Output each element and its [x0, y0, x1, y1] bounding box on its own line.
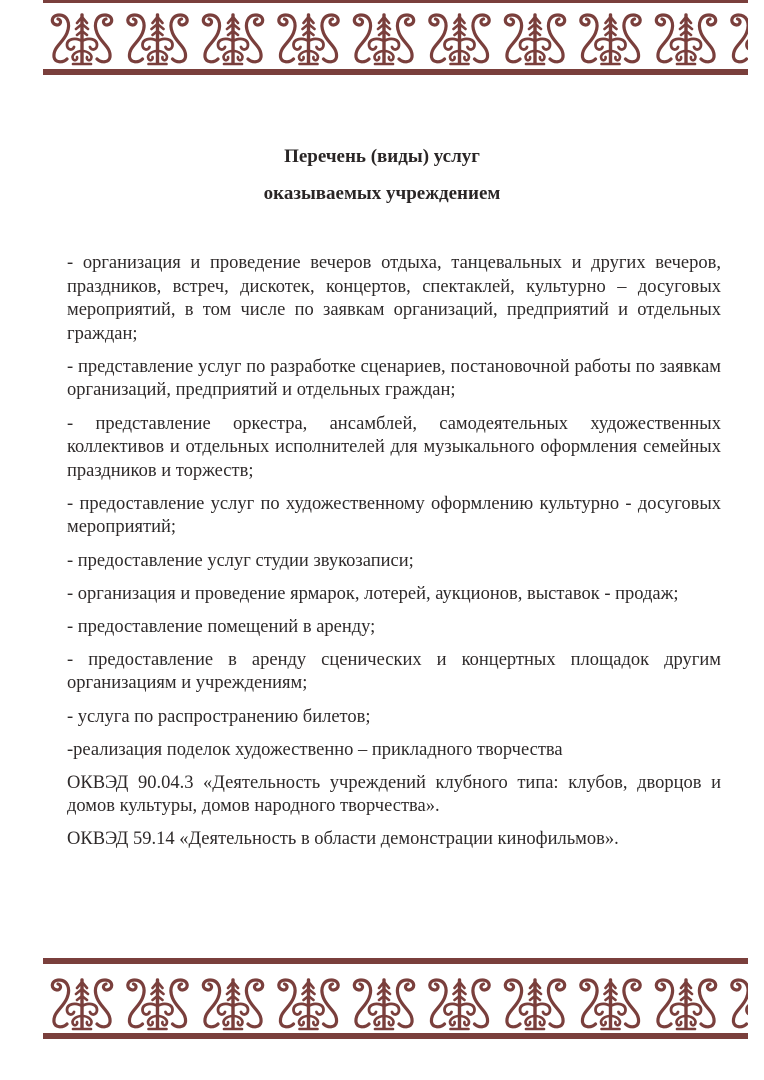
ornament-motif	[128, 980, 187, 1029]
list-item: - предоставление помещений в аренду;	[67, 616, 376, 637]
okved-code-paragraph: ОКВЭД 90.04.3 «Деятельность учреждений клубного типа: клубов, дворцов и домов культуры, домов народного творчества».	[67, 772, 721, 817]
list-item: - предоставление в аренду сценических и концертных площадок другим организациям и учреждениям;	[67, 649, 721, 694]
scroll-ornament-icon	[43, 972, 748, 1032]
border-rule	[43, 69, 748, 75]
border-rule	[43, 1033, 748, 1039]
ornament-motif	[430, 980, 489, 1029]
scroll-ornament-icon	[43, 7, 748, 67]
ornament-motif	[732, 15, 748, 64]
ornament-motif	[581, 15, 640, 64]
list-item: - организация и проведение ярмарок, лотерей, аукционов, выставок - продаж;	[67, 583, 679, 604]
document-subtitle: оказываемых учреждением	[263, 183, 501, 204]
ornament-motif	[581, 980, 640, 1029]
ornament-motif	[354, 15, 413, 64]
list-item: - предоставление услуг по художественному оформлению культурно - досуговых мероприятий;	[67, 493, 721, 538]
ornament-motif	[203, 15, 262, 64]
ornament-motif	[505, 980, 564, 1029]
ornament-motif	[279, 980, 338, 1029]
list-item: -реализация поделок художественно – прикладного творчества	[67, 739, 563, 760]
border-rule	[43, 958, 748, 964]
list-item: - представление оркестра, ансамблей, самодеятельных художественных коллективов и отдельных исполнителей для музыкального оформления семейных праздников и торжеств;	[67, 413, 721, 481]
list-item: - представление услуг по разработке сценариев, постановочной работы по заявкам организаций, предприятий и отдельных граждан;	[67, 356, 721, 401]
top-ornament-border	[43, 0, 748, 78]
ornament-motif	[656, 15, 715, 64]
ornament-motif	[354, 980, 413, 1029]
list-item: - организация и проведение вечеров отдыха, танцевальных и других вечеров, праздников, встреч, дискотек, концертов, спектаклей, культурно – досуговых мероприятий, в том числе по заявкам организаций, предприятий и отдельных граждан;	[67, 253, 721, 344]
ornament-motif	[52, 980, 111, 1029]
ornament-motif	[279, 15, 338, 64]
ornament-motif	[505, 15, 564, 64]
ornament-motif	[430, 15, 489, 64]
document-title: Перечень (виды) услуг	[284, 146, 480, 167]
bottom-ornament-border	[43, 955, 748, 1041]
ornament-motif	[203, 980, 262, 1029]
ornament-motif	[52, 15, 111, 64]
list-item: - услуга по распространению билетов;	[67, 706, 371, 727]
okved-code-paragraph: ОКВЭД 59.14 «Деятельность в области демонстрации кинофильмов».	[67, 829, 619, 850]
services-list-body	[67, 252, 721, 861]
ornament-motif	[656, 980, 715, 1029]
list-item: - предоставление услуг студии звукозаписи;	[67, 550, 414, 571]
ornament-motif	[732, 980, 748, 1029]
ornament-motif	[128, 15, 187, 64]
border-rule	[43, 0, 748, 3]
